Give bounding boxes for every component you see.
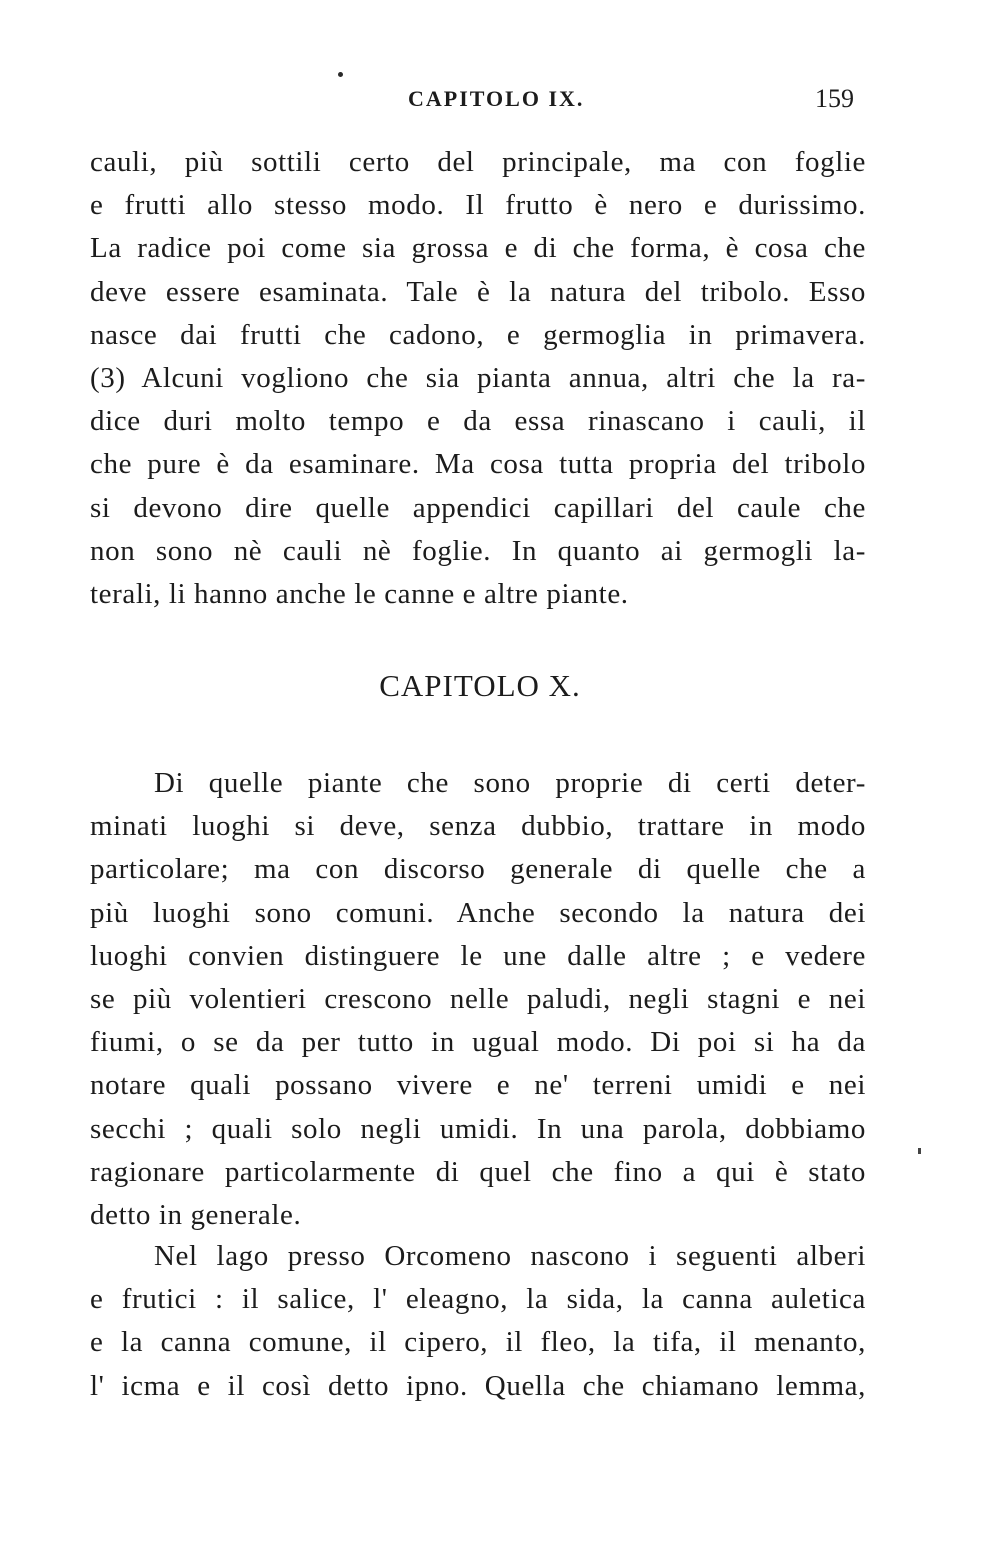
text-line: cauli, più sottili certo del principale, ma con foglie bbox=[90, 146, 866, 178]
text-line: minati luoghi si deve, senza dubbio, trattare in modo bbox=[90, 810, 866, 843]
text-line: dice duri molto tempo e da essa rinascano i cauli, il bbox=[90, 405, 866, 438]
text-line: terali, li hanno anche le canne e altre piante. bbox=[90, 577, 629, 610]
text-line: detto in generale. bbox=[90, 1198, 302, 1231]
text-line: e frutti allo stesso modo. Il frutto è nero e durissimo. bbox=[90, 189, 866, 222]
text-line: La radice poi come sia grossa e di che forma, è cosa che bbox=[90, 232, 866, 265]
paragraph-chapter-opening bbox=[90, 762, 866, 1237]
running-head: CAPITOLO IX. bbox=[408, 86, 585, 111]
text-line: fiumi, o se da per tutto in ugual modo. Di poi si ha da bbox=[90, 1026, 866, 1059]
chapter-title bbox=[0, 668, 1000, 704]
ink-speck bbox=[338, 72, 343, 77]
text-line: secchi ; quali solo negli umidi. In una parola, dobbiamo bbox=[90, 1112, 866, 1145]
text-line: luoghi convien distinguere le une dalle altre ; e vedere bbox=[90, 939, 866, 972]
text-line: Nel lago presso Orcomeno nascono i seguenti alberi bbox=[154, 1240, 866, 1272]
paragraph-orcomeno bbox=[90, 1235, 866, 1408]
text-line: deve essere esaminata. Tale è la natura del tribolo. Esso bbox=[90, 275, 866, 308]
text-line: se più volentieri crescono nelle paludi, negli stagni e nei bbox=[90, 982, 866, 1015]
paragraph-continuation bbox=[90, 141, 866, 616]
text-line: l' icma e il così detto ipno. Quella che chiamano lemma, bbox=[90, 1369, 866, 1402]
page-number: 159 bbox=[815, 84, 854, 113]
text-line: nasce dai frutti che cadono, e germoglia in primavera. bbox=[90, 318, 866, 351]
text-line: e la canna comune, il cipero, il fleo, la tifa, il menanto, bbox=[90, 1326, 866, 1359]
text-line: si devono dire quelle appendici capillari del caule che bbox=[90, 491, 866, 524]
text-line: Di quelle piante che sono proprie di certi deter- bbox=[154, 767, 866, 799]
text-line: particolare; ma con discorso generale di quelle che a bbox=[90, 853, 866, 886]
text-line: non sono nè cauli nè foglie. In quanto ai germogli la- bbox=[90, 534, 866, 567]
text-line: ragionare particolarmente di quel che fino a qui è stato bbox=[90, 1155, 866, 1188]
text-line: che pure è da esaminare. Ma cosa tutta propria del tribolo bbox=[90, 448, 866, 481]
chapter-title-text: CAPITOLO X. bbox=[379, 668, 581, 703]
margin-speck bbox=[918, 1148, 921, 1154]
text-line: e frutici : il salice, l' eleagno, la sida, la canna auletica bbox=[90, 1283, 866, 1316]
text-line: notare quali possano vivere e ne' terreni umidi e nei bbox=[90, 1069, 866, 1102]
text-line: (3) Alcuni vogliono che sia pianta annua, altri che la ra- bbox=[90, 361, 866, 394]
text-line: più luoghi sono comuni. Anche secondo la natura dei bbox=[90, 896, 866, 929]
